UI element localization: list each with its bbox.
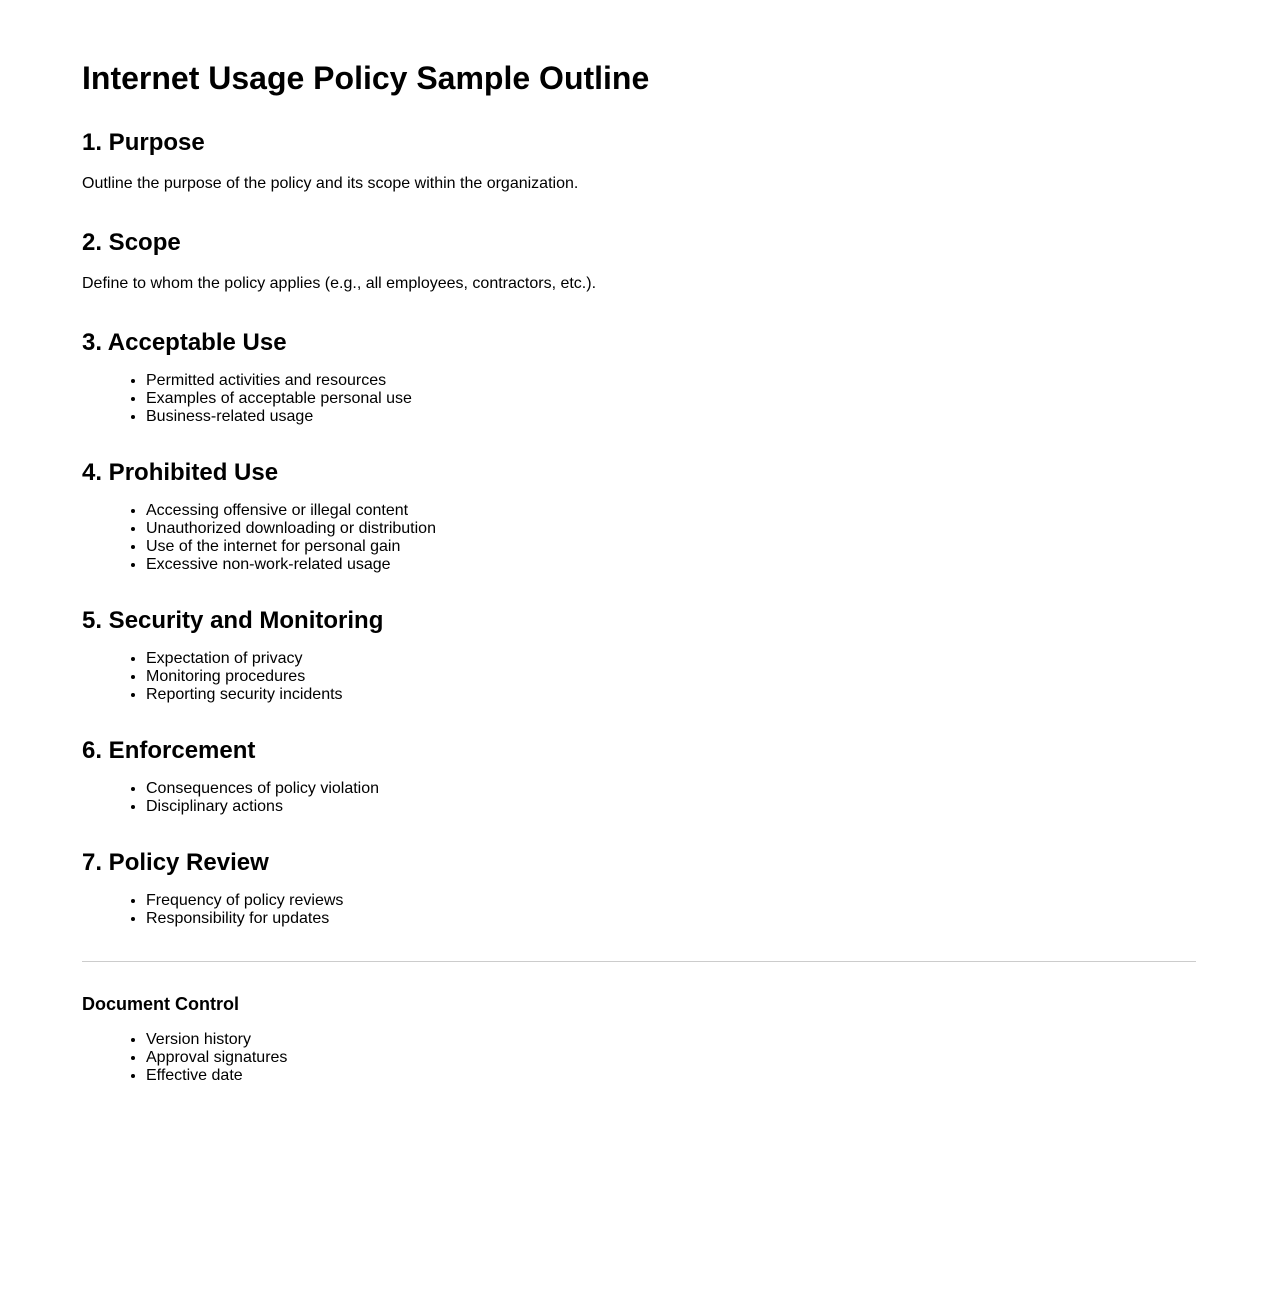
list-item: • Frequency of policy reviews [146, 892, 343, 910]
section-heading: 6. Enforcement [82, 737, 256, 764]
section-text: Outline the purpose of the policy and its scope within the organization. [82, 175, 579, 192]
page-title: Internet Usage Policy Sample Outline [82, 60, 650, 96]
list-item: • Approval signatures [146, 1049, 287, 1067]
list-item: • Excessive non-work-related usage [146, 556, 436, 574]
list-item: • Business-related usage [146, 408, 412, 426]
section-heading: 1. Purpose [82, 129, 205, 156]
section-acceptable-use [82, 328, 412, 426]
list-item: • Consequences of policy violation [146, 780, 379, 798]
list-item: • Accessing offensive or illegal content [146, 502, 436, 520]
section-security-monitoring [82, 606, 383, 704]
section-heading: Document Control [82, 994, 239, 1014]
section-heading: 7. Policy Review [82, 849, 269, 876]
section-text: Define to whom the policy applies (e.g., all employees, contractors, etc.). [82, 275, 597, 292]
list-item: • Monitoring procedures [146, 668, 383, 686]
bullet-list [82, 502, 436, 574]
bullet-list [82, 1031, 287, 1085]
list-item: • Permitted activities and resources [146, 372, 412, 390]
section-prohibited-use [82, 458, 436, 574]
section-scope [82, 228, 596, 293]
section-enforcement [82, 736, 379, 816]
list-item: • Unauthorized downloading or distribution [146, 520, 436, 538]
section-heading: 4. Prohibited Use [82, 459, 279, 486]
bullet-list [82, 650, 383, 704]
section-document-control [82, 993, 287, 1085]
bullet-list [82, 780, 379, 816]
list-item: • Disciplinary actions [146, 798, 379, 816]
section-heading: 5. Security and Monitoring [82, 607, 384, 634]
list-item: • Version history [146, 1031, 287, 1049]
horizontal-divider [82, 961, 1196, 962]
list-item: • Effective date [146, 1067, 287, 1085]
section-heading: 3. Acceptable Use [82, 329, 287, 356]
bullet-list [82, 372, 412, 426]
list-item: • Use of the internet for personal gain [146, 538, 436, 556]
list-item: • Reporting security incidents [146, 686, 383, 704]
bullet-list [82, 892, 343, 928]
section-heading: 2. Scope [82, 229, 181, 256]
list-item: • Responsibility for updates [146, 910, 343, 928]
list-item: • Expectation of privacy [146, 650, 383, 668]
section-policy-review [82, 848, 343, 928]
list-item: • Examples of acceptable personal use [146, 390, 412, 408]
section-purpose [82, 128, 578, 193]
